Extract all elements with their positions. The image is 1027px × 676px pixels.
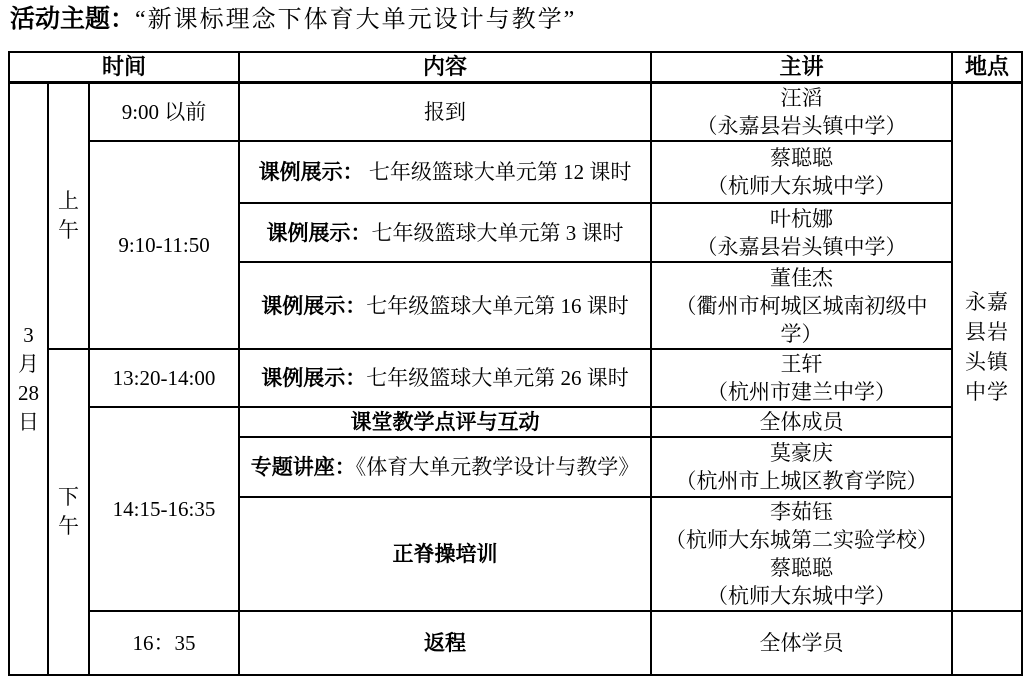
time-cell: 13:20-14:00 xyxy=(89,349,239,407)
speaker-name: 蔡聪聪 xyxy=(770,146,834,170)
speaker-name: 董佳杰 xyxy=(770,265,834,290)
table-header-row xyxy=(9,52,1022,83)
speaker-school: 学） xyxy=(780,321,823,346)
content-cell xyxy=(239,437,651,497)
date-line: 日 xyxy=(18,410,39,434)
speaker-school: （杭师大东城第二实验学校） xyxy=(665,528,939,552)
period-line: 午 xyxy=(58,514,79,538)
speaker-school: （衢州市柯城区城南初级中 xyxy=(675,293,928,318)
content-prefix: 课例展示： xyxy=(266,220,372,245)
speaker-cell xyxy=(651,141,952,203)
place-cell-empty xyxy=(952,611,1022,675)
header-cell-time: 时间 xyxy=(9,52,239,83)
content-cell xyxy=(239,203,651,262)
period-line: 上 xyxy=(58,189,79,213)
content-text: 七年级篮球大单元第 3 课时 xyxy=(371,220,624,245)
content-prefix: 课例展示： xyxy=(261,293,367,318)
content-cell: 报到 xyxy=(239,83,651,142)
header-cell-speaker: 主讲 xyxy=(651,52,952,83)
speaker-name: 汪滔 xyxy=(780,86,823,110)
content-cell: 返程 xyxy=(239,611,651,675)
date-line: 3 xyxy=(23,323,34,347)
content-cell: 正脊操培训 xyxy=(239,497,651,611)
speaker-name: 李茹钰 xyxy=(770,500,834,524)
speaker-name: 蔡聪聪 xyxy=(770,556,834,580)
header-cell-place: 地点 xyxy=(952,52,1022,83)
content-text: 七年级篮球大单元第 26 课时 xyxy=(366,366,629,390)
content-prefix: 课例展示： xyxy=(261,366,367,390)
period-cell-morning xyxy=(48,83,89,350)
place-cell xyxy=(952,83,1022,612)
speaker-school: （永嘉县岩头镇中学） xyxy=(696,234,907,259)
header-cell-content: 内容 xyxy=(239,52,651,83)
content-text: 七年级篮球大单元第 12 课时 xyxy=(363,160,632,184)
table-row xyxy=(9,141,1022,203)
content-cell xyxy=(239,349,651,407)
table-row xyxy=(9,83,1022,142)
time-cell: 9:00 以前 xyxy=(89,83,239,142)
period-line: 下 xyxy=(58,485,79,509)
speaker-cell xyxy=(651,437,952,497)
content-cell xyxy=(239,262,651,349)
speaker-name: 叶杭娜 xyxy=(770,206,834,231)
speaker-cell xyxy=(651,203,952,262)
speaker-cell xyxy=(651,497,952,611)
place-line: 永嘉 xyxy=(965,290,1010,314)
table-row xyxy=(9,611,1022,675)
content-cell xyxy=(239,141,651,203)
speaker-school: （杭师大东城中学） xyxy=(707,584,897,608)
title-label: 活动主题： xyxy=(10,6,136,33)
page-title xyxy=(10,5,576,35)
table-row xyxy=(9,407,1022,437)
date-cell xyxy=(9,83,48,676)
schedule-table xyxy=(8,51,1023,676)
place-line: 县岩 xyxy=(965,320,1010,344)
title-quoted-text: “新课标理念下体育大单元设计与教学” xyxy=(135,7,577,33)
speaker-school: （杭州市上城区教育学院） xyxy=(675,469,928,493)
table-row xyxy=(9,349,1022,407)
content-prefix: 课例展示： xyxy=(258,160,364,184)
content-text: 《体育大单元教学设计与教学》 xyxy=(355,455,640,479)
speaker-cell xyxy=(651,83,952,142)
speaker-name: 王轩 xyxy=(780,352,823,376)
speaker-school: （杭州市建兰中学） xyxy=(707,380,897,404)
period-cell-afternoon xyxy=(48,349,89,675)
speaker-name: 莫豪庆 xyxy=(770,441,834,465)
content-text: 七年级篮球大单元第 16 课时 xyxy=(366,293,629,318)
speaker-cell xyxy=(651,262,952,349)
content-prefix: 专题讲座： xyxy=(250,455,356,479)
date-line: 28 xyxy=(18,381,39,405)
place-line: 头镇 xyxy=(965,350,1010,374)
content-cell: 课堂教学点评与互动 xyxy=(239,407,651,437)
date-line: 月 xyxy=(18,352,39,376)
time-cell: 14:15-16:35 xyxy=(89,407,239,611)
speaker-cell xyxy=(651,349,952,407)
speaker-cell: 全体成员 xyxy=(651,407,952,437)
place-line: 中学 xyxy=(965,380,1010,404)
speaker-cell: 全体学员 xyxy=(651,611,952,675)
time-cell: 16：35 xyxy=(89,611,239,675)
time-cell: 9:10-11:50 xyxy=(89,141,239,349)
period-line: 午 xyxy=(58,218,79,242)
speaker-school: （杭师大东城中学） xyxy=(707,174,897,198)
speaker-school: （永嘉县岩头镇中学） xyxy=(696,114,907,138)
